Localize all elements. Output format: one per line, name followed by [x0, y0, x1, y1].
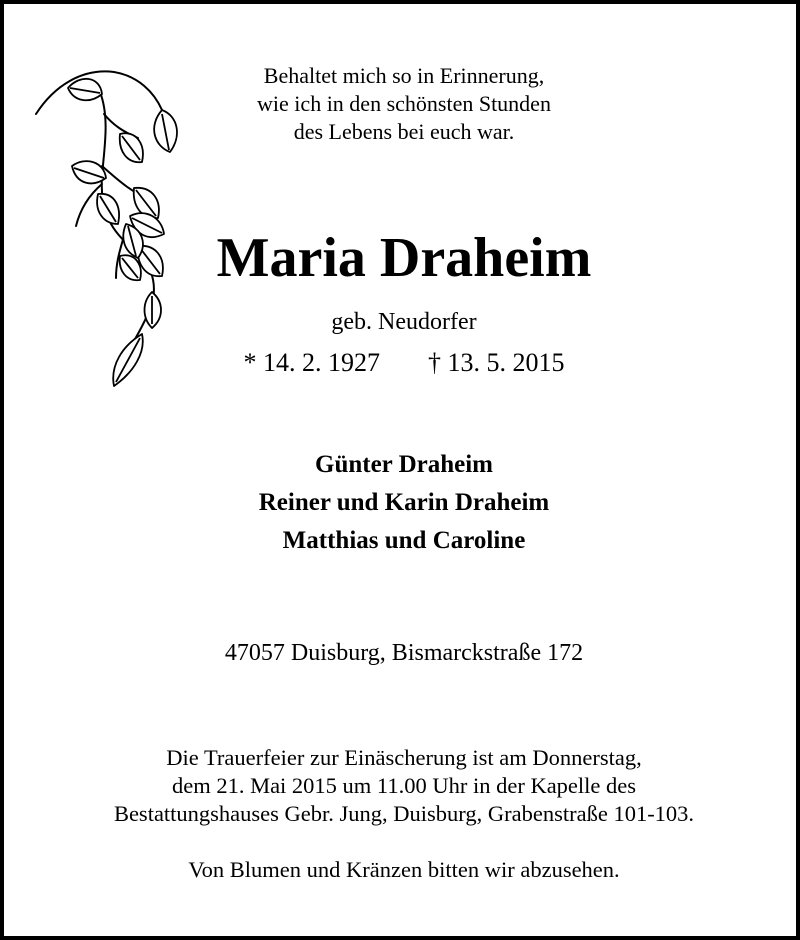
maiden-name: geb. Neudorfer [331, 309, 477, 335]
flowers-note: Von Blumen und Kränzen bitten wir abzusehen. [188, 857, 620, 882]
funeral-info-line: Die Trauerfeier zur Einäscherung ist am Donnerstag, [166, 745, 642, 770]
funeral-info-line: Bestattungshauses Gebr. Jung, Duisburg, Grabenstraße 101-103. [113, 801, 695, 826]
life-dates [4, 347, 800, 379]
motto-line: wie ich in den schönsten Stunden [257, 91, 551, 116]
death-date: † 13. 5. 2015 [428, 348, 565, 377]
birth-date: * 14. 2. 1927 [243, 348, 380, 377]
funeral-info-line: dem 21. Mai 2015 um 11.00 Uhr in der Kapelle des [171, 773, 637, 798]
deceased-name: Maria Draheim [216, 227, 592, 289]
mourner-name: Reiner und Karin Draheim [258, 489, 550, 516]
address: 47057 Duisburg, Bismarckstraße 172 [224, 640, 584, 666]
motto-line: Behaltet mich so in Erinnerung, [263, 63, 545, 88]
motto-line: des Lebens bei euch war. [293, 119, 515, 144]
mourner-name: Günter Draheim [315, 451, 493, 478]
mourner-name: Matthias und Caroline [282, 527, 526, 554]
